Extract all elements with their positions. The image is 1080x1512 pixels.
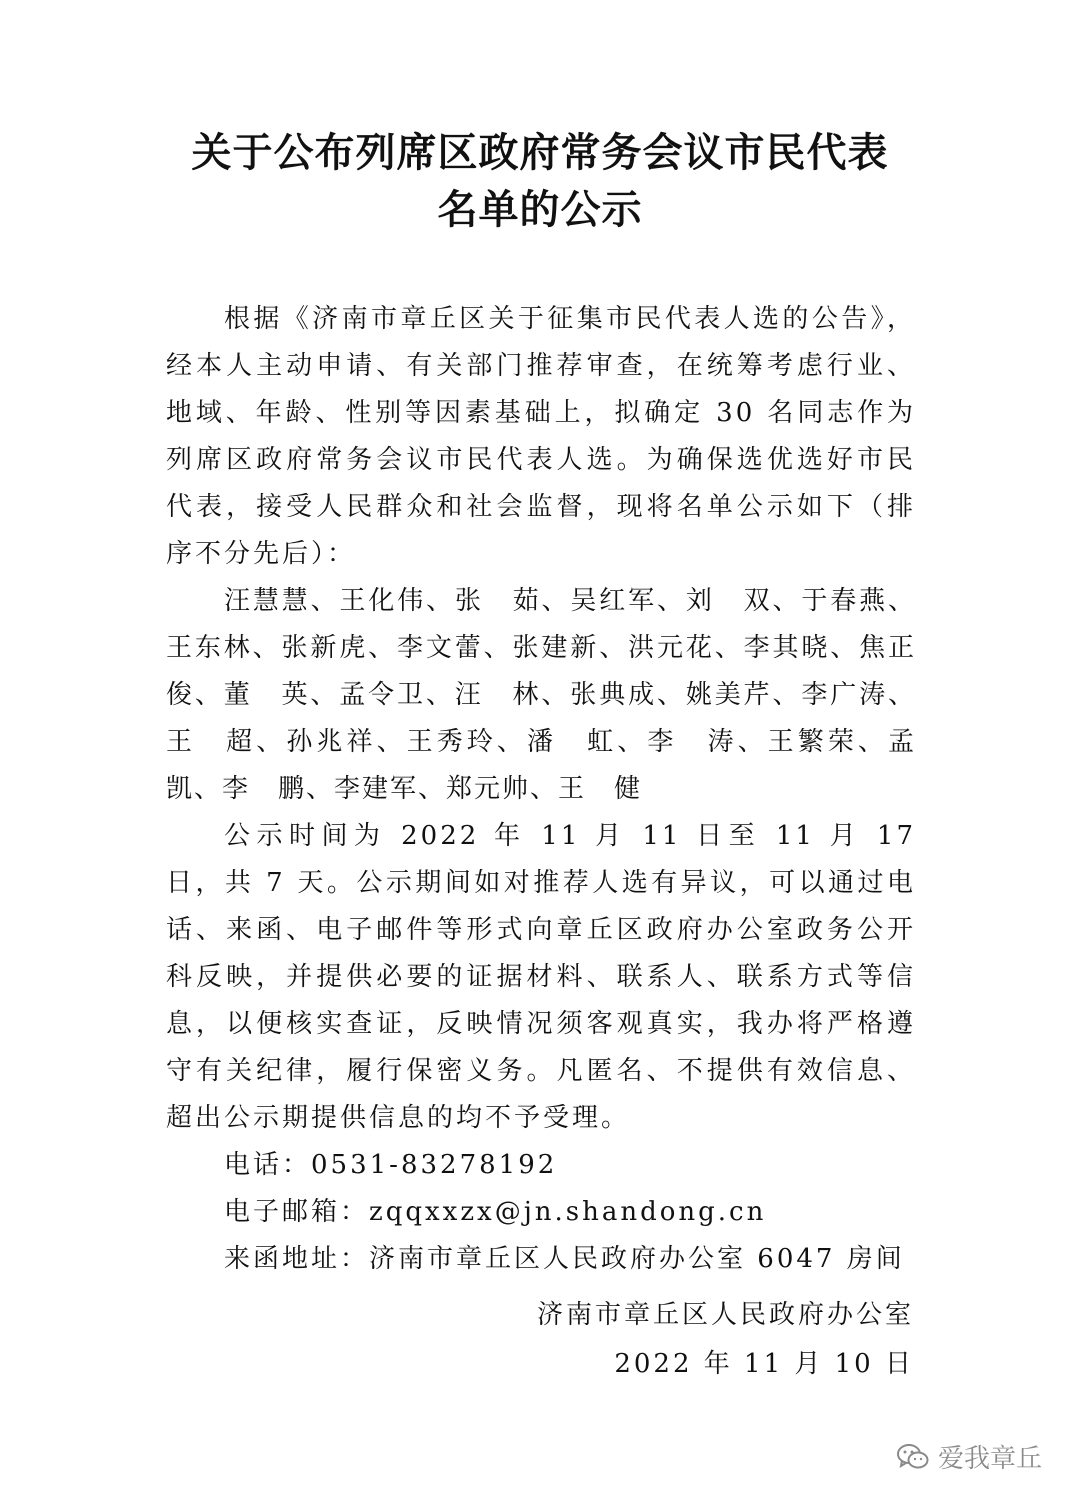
phone-line	[166, 1142, 916, 1189]
intro-paragraph: 根据《济南市章丘区关于征集市民代表人选的公告》，经本人主动申请、有关部门推荐审查，在统筹考虑行业、地域、年龄、性别等因素基础上，拟确定 30 名同志作为列席区政府常务会议市民代表人选。为确保选优选好市民代表，接受人民群众和社会监督，现将名单公示如下（排序不分先后）：	[166, 304, 916, 569]
wechat-watermark	[896, 1438, 1042, 1475]
address-value: 济南市章丘区人民政府办公室 6047 房间	[369, 1244, 905, 1274]
wechat-icon	[896, 1442, 930, 1472]
email-label: 电子邮箱：	[224, 1197, 370, 1227]
document-body	[166, 296, 945, 1283]
address-label: 来函地址：	[224, 1244, 370, 1274]
name-list-paragraph: 汪慧慧、王化伟、张 茹、吴红军、刘 双、于春燕、王东林、张新虎、李文蕾、张建新、洪元花、李其晓、焦正俊、董 英、孟令卫、汪 林、张典成、姚美芹、李广涛、王 超、孙兆祥、王秀玲、潘 虹、李 涛、王繁荣、孟 凯、李 鹏、李建军、郑元帅、王 健	[166, 586, 945, 804]
watermark-text: 爱我章丘	[937, 1444, 1042, 1474]
signature-date: 2022 年 11 月 10 日	[614, 1349, 914, 1379]
phone-value: 0531-83278192	[311, 1150, 558, 1180]
notice-paragraph: 公示时间为 2022 年 11 月 11 日至 11 月 17 日，共 7 天。公示期间如对推荐人选有异议，可以通过电话、来函、电子邮件等形式向章丘区政府办公室政务公开科反映，并提供必要的证据材料、联系人、联系方式等信息，以便核实查证，反映情况须客观真实，我办将严格遵守有关纪律，履行保密义务。凡匿名、不提供有效信息、超出公示期提供信息的均不予受理。	[166, 821, 916, 1133]
document-title-line-1: 关于公布列席区政府常务会议市民代表	[191, 130, 889, 176]
email-line	[166, 1189, 916, 1236]
address-line	[166, 1236, 916, 1283]
phone-label: 电话：	[224, 1150, 312, 1180]
email-value: zqqxxzx@jn.shandong.cn	[369, 1197, 767, 1227]
document-title-line-2: 名单的公示	[437, 187, 643, 233]
signature-organization: 济南市章丘区人民政府办公室	[536, 1300, 914, 1330]
